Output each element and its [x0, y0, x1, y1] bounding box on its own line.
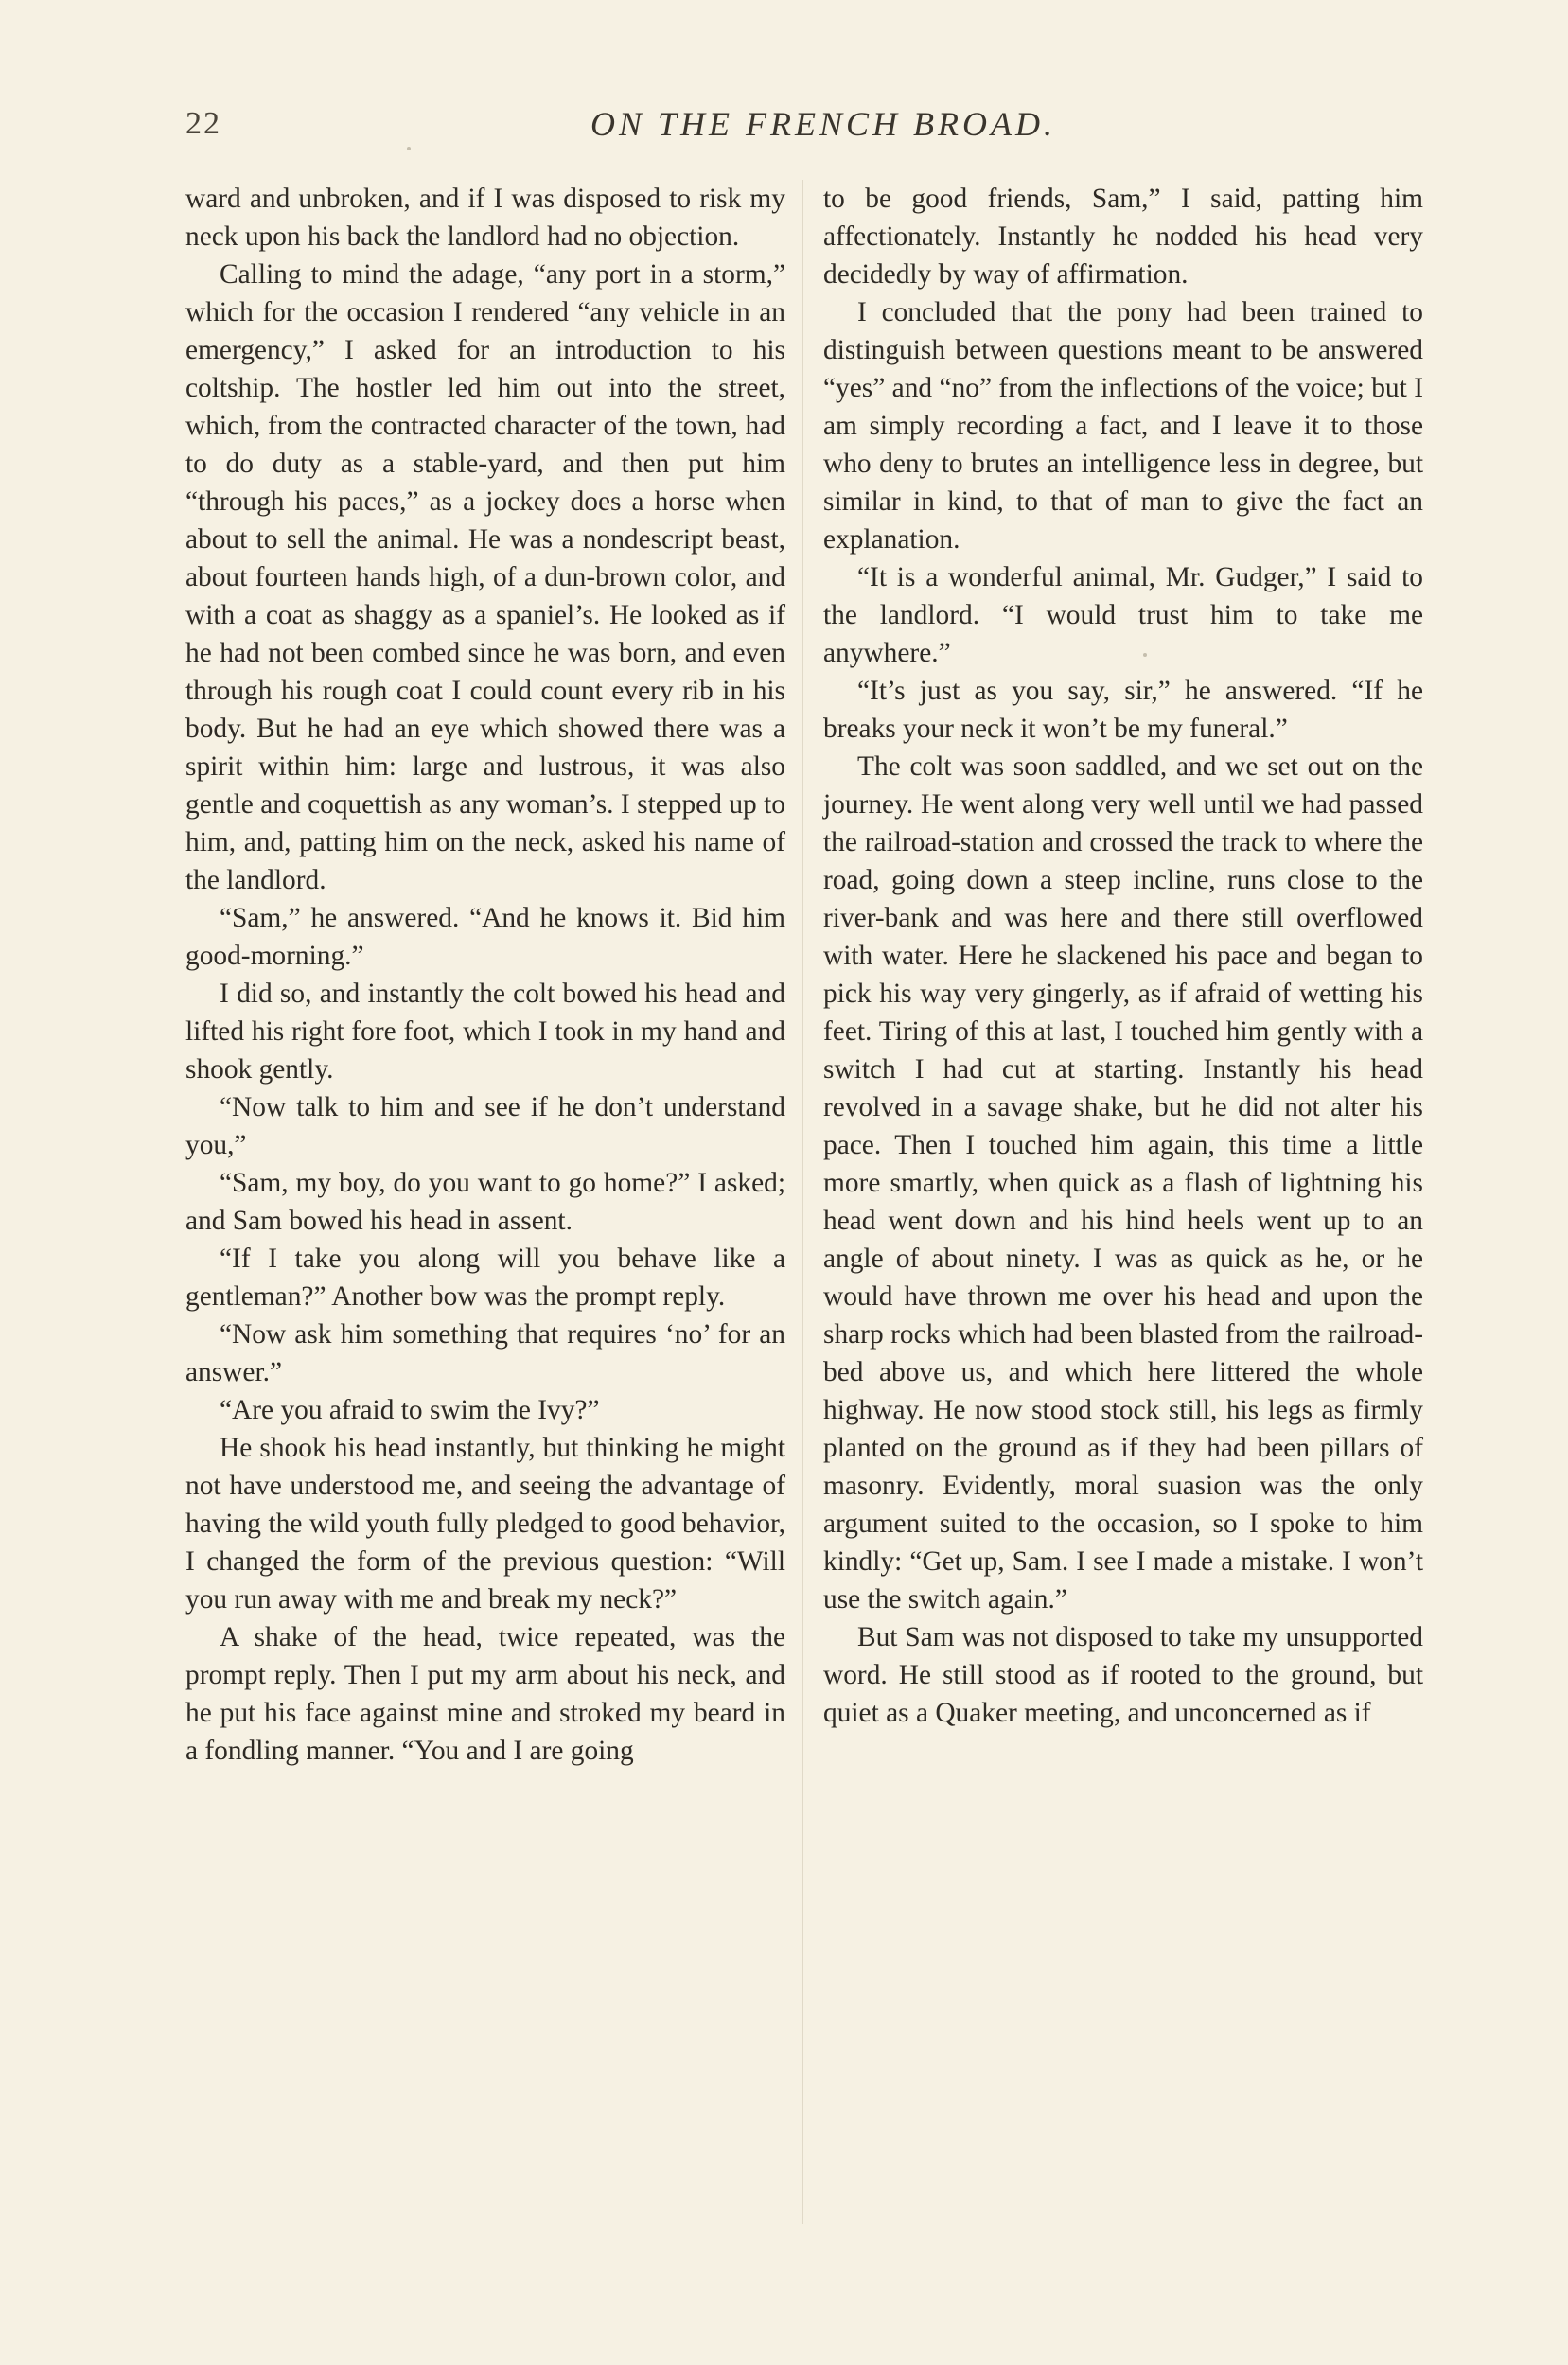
paragraph: “If I take you along will you behave like a gentleman?” Another bow was the prompt reply.	[185, 1244, 785, 1312]
paragraph: A shake of the head, twice repeated, was the prompt reply. Then I put my arm about his neck, and he put his face against mine and stroked my beard in a fondling manner. “You and I are going	[185, 1622, 785, 1766]
paragraph: But Sam was not disposed to take my unsupported word. He still stood as if rooted to the ground, but quiet as a Quaker meeting, and unconcerned as if	[823, 1622, 1423, 1728]
paragraph: “Now ask him something that requires ‘no’ for an answer.”	[185, 1319, 785, 1387]
paragraph: I did so, and instantly the colt bowed his head and lifted his right fore foot, which I took in my hand and shook gently.	[185, 979, 785, 1085]
print-speck	[407, 147, 411, 150]
running-title: ON THE FRENCH BROAD.	[590, 105, 1056, 143]
paragraph: The colt was soon saddled, and we set out on the journey. He went along very well until we had passed the railroad-station and crossed the track to where the road, going down a steep incline, runs close to the river-bank and was here and there still overflowed with water. Here he slackened his pace and began to pick his way very gingerly, as if afraid of wetting his feet. Tiring of this at last, I touched him gently with a switch I had cut at starting. Instantly his head revolved in a savage shake, but he did not alter his pace. Then I touched him again, this time a little more smartly, when quick as a flash of lightning his head went down and his hind heels went up to an angle of about ninety. I was as quick as he, or he would have thrown me over his head and upon the sharp rocks which had been blasted from the railroad-bed above us, and which here littered the whole highway. He now stood stock still, his legs as firmly planted on the ground as if they had been pillars of masonry. Evidently, moral suasion was the only argument suited to the occasion, so I spoke to him kindly: “Get up, Sam. I see I made a mistake. I won’t use the switch again.”	[823, 751, 1423, 1615]
right-text-column	[823, 180, 1423, 1732]
page-number: 22	[185, 106, 221, 141]
paragraph: Calling to mind the adage, “any port in a storm,” which for the occasion I rendered “any vehicle in an emergency,” I asked for an introduction to his coltship. The hostler led him out into the street, which, from the contracted character of the town, had to do duty as a stable-yard, and then put him “through his paces,” as a jockey does a horse when about to sell the animal. He was a nondescript beast, about fourteen hands high, of a dun-brown color, and with a coat as shaggy as a spaniel’s. He looked as if he had not been combed since he was born, and even through his rough coat I could count every rib in his body. But he had an eye which showed there was a spirit within him: large and lustrous, it was also gentle and coquettish as any woman’s. I stepped up to him, and, patting him on the neck, asked his name of the landlord.	[185, 259, 785, 895]
paragraph: “It is a wonderful animal, Mr. Gudger,” I said to the landlord. “I would trust him to take me anywhere.”	[823, 562, 1423, 668]
paragraph: “Sam,” he answered. “And he knows it. Bid him good-morning.”	[185, 903, 785, 971]
paragraph: “It’s just as you say, sir,” he answered. “If he breaks your neck it won’t be my funeral.”	[823, 676, 1423, 744]
paragraph: to be good friends, Sam,” I said, patting him affectionately. Instantly he nodded his head very decidedly by way of affirmation.	[823, 184, 1423, 290]
print-speck	[1143, 653, 1147, 657]
paragraph: “Sam, my boy, do you want to go home?” I asked; and Sam bowed his head in assent.	[185, 1168, 785, 1236]
paragraph: “Now talk to him and see if he don’t understand you,”	[185, 1092, 785, 1160]
paragraph: “Are you afraid to swim the Ivy?”	[220, 1395, 600, 1425]
column-divider	[802, 180, 803, 2224]
paragraph: ward and unbroken, and if I was disposed to risk my neck upon his back the landlord had no objection.	[185, 184, 785, 252]
paragraph: I concluded that the pony had been trained to distinguish between questions meant to be answered “yes” and “no” from the inflections of the voice; but I am simply recording a fact, and I leave it to those who deny to brutes an intelligence less in degree, but similar in kind, to that of man to give the fact an explanation.	[823, 297, 1423, 555]
left-text-column	[185, 180, 785, 1770]
paragraph: He shook his head instantly, but thinking he might not have understood me, and seeing the advantage of having the wild youth fully pledged to good behavior, I changed the form of the previous question: “Will you run away with me and break my neck?”	[185, 1433, 785, 1615]
